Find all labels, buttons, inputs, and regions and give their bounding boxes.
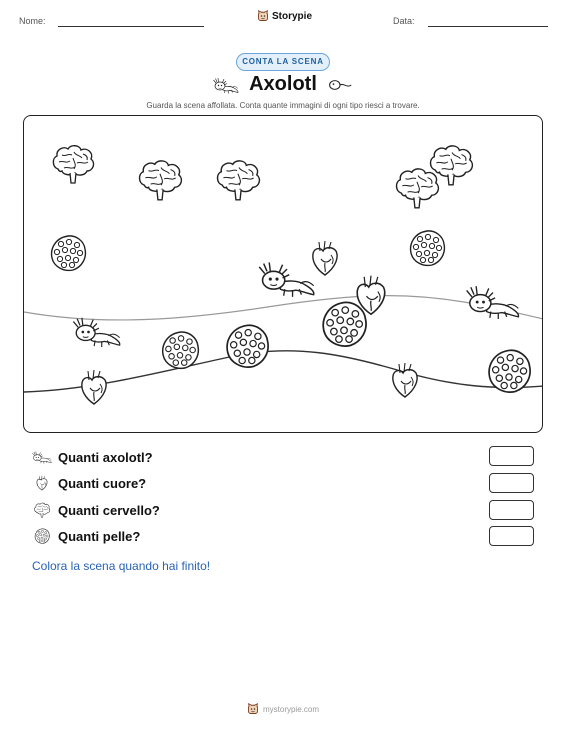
brain-icon [32,502,52,518]
skin-icon [163,332,199,368]
coloring-note: Colora la scena quando hai finito! [32,559,211,573]
question-text: Quanti cervello? [58,502,160,518]
axolotl-icon [259,262,314,296]
heart-icon [393,363,417,397]
question-row [32,449,153,465]
counting-scene [23,115,543,433]
subtitle: Guarda la scena affollata. Conta quante immagini di ogni tipo riesci a trovare. [146,101,420,110]
axolotl-icon [73,318,119,347]
storypie-logo-icon [257,10,269,22]
footer [0,703,566,715]
skin-icon [227,325,268,367]
brain-icon [218,161,260,200]
answer-box-skin[interactable] [489,526,534,546]
question-text: Quanti axolotl? [58,449,153,465]
brand [257,10,312,22]
brain-icon [397,169,439,208]
question-text: Quanti pelle? [58,528,141,544]
skin-icon [52,236,86,271]
footer-url[interactable]: mystorypie.com [262,704,319,714]
axolotl-icon [467,286,519,319]
background-hill-line [24,296,543,320]
skin-icon [32,528,52,544]
skin-icon [323,302,366,346]
answer-box-brain[interactable] [489,500,534,520]
answer-box-heart[interactable] [489,473,534,493]
axolotl-icon [213,75,239,95]
brain-icon [140,161,182,200]
question-row [32,502,160,518]
tadpole-icon [327,77,353,93]
page-title: Axolotl [249,73,317,95]
question-text: Quanti cuore? [58,475,147,491]
name-label: Nome: [19,16,46,26]
skin-icon [489,350,530,392]
axolotl-icon [32,449,52,465]
skin-icon [411,231,445,266]
title-row [0,73,566,96]
heart-icon [82,370,106,404]
storypie-logo-icon [247,703,259,715]
name-line[interactable] [58,26,204,27]
date-label: Data: [393,16,415,26]
question-row [32,475,146,491]
brain-icon [53,146,93,183]
heart-icon [32,475,52,491]
brand-name: Storypie [272,10,313,22]
heart-icon [313,241,337,275]
answer-box-axolotl[interactable] [489,446,534,466]
question-row [32,528,140,544]
date-line[interactable] [428,26,548,27]
section-badge: CONTA LA SCENA [236,53,330,71]
